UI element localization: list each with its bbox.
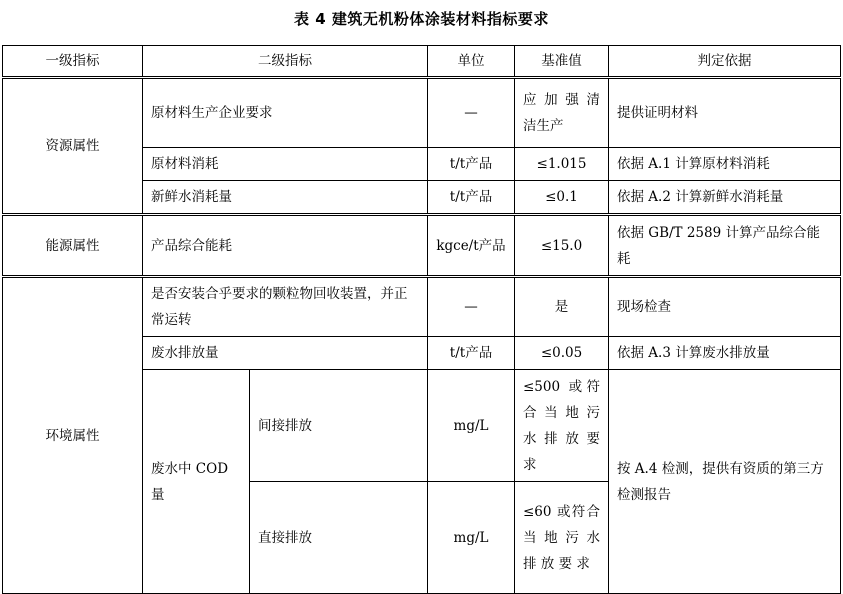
basis-cell: 依据 A.1 计算原材料消耗 [609, 148, 841, 181]
header-baseline: 基准值 [515, 46, 609, 78]
baseline-cell: ≤15.0 [515, 215, 609, 277]
indicator-cell: 新鲜水消耗量 [143, 181, 428, 215]
indicator-cell: 直接排放 [250, 482, 428, 594]
baseline-cell: ≤1.015 [515, 148, 609, 181]
baseline-cell: ≤0.05 [515, 337, 609, 370]
baseline-cell: 是 [515, 277, 609, 337]
unit-cell: mg/L [428, 370, 515, 482]
basis-cell: 提供证明材料 [609, 78, 841, 148]
unit-cell: kgce/t产品 [428, 215, 515, 277]
unit-cell: — [428, 78, 515, 148]
basis-cell: 依据 A.3 计算废水排放量 [609, 337, 841, 370]
header-level1: 一级指标 [3, 46, 143, 78]
group-label-energy: 能源属性 [3, 215, 143, 277]
indicator-cell: 废水排放量 [143, 337, 428, 370]
table-row [3, 78, 841, 148]
header-level2: 二级指标 [143, 46, 428, 78]
indicator-cell: 原材料生产企业要求 [143, 78, 428, 148]
table-row [3, 277, 841, 337]
group-label-resource: 资源属性 [3, 78, 143, 215]
basis-cell: 依据 A.2 计算新鲜水消耗量 [609, 181, 841, 215]
unit-cell: mg/L [428, 482, 515, 594]
baseline-cell: ≤0.1 [515, 181, 609, 215]
header-row [3, 46, 841, 78]
unit-cell: — [428, 277, 515, 337]
basis-cell: 按 A.4 检测，提供有资质的第三方检测报告 [609, 370, 841, 594]
basis-cell: 现场检查 [609, 277, 841, 337]
group-label-environment: 环境属性 [3, 277, 143, 594]
baseline-cell: ≤60 或符合 当 地 污 水 排 放 要 求 [515, 482, 609, 594]
indicator-cell: 是否安装合乎要求的颗粒物回收装置，并正常运转 [143, 277, 428, 337]
table-row [3, 215, 841, 277]
basis-cell: 依据 GB/T 2589 计算产品综合能耗 [609, 215, 841, 277]
unit-cell: t/t产品 [428, 181, 515, 215]
cod-label-cell: 废水中 COD 量 [143, 370, 250, 594]
header-basis: 判定依据 [609, 46, 841, 78]
baseline-cell: ≤500 或符合 当 地 污 水 排 放 要 求 [515, 370, 609, 482]
header-unit: 单位 [428, 46, 515, 78]
table-title: 表 4 建筑无机粉体涂装材料指标要求 [294, 10, 549, 28]
indicator-cell: 原材料消耗 [143, 148, 428, 181]
unit-cell: t/t产品 [428, 148, 515, 181]
unit-cell: t/t产品 [428, 337, 515, 370]
indicator-cell: 间接排放 [250, 370, 428, 482]
indicator-cell: 产品综合能耗 [143, 215, 428, 277]
baseline-cell: 应 加 强 清 洁生产 [515, 78, 609, 148]
indicator-table [2, 45, 841, 594]
